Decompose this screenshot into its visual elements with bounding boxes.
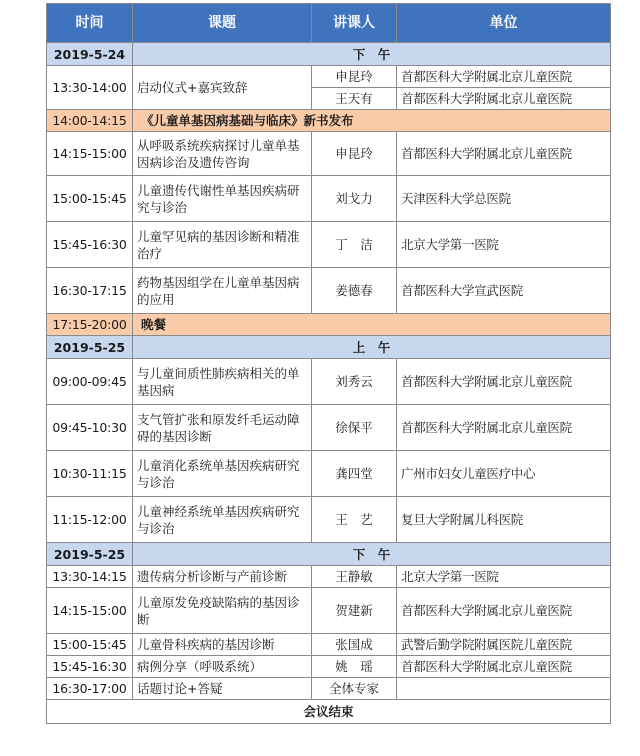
title-cell: 儿童罕见病的基因诊断和精准治疗 (133, 222, 312, 268)
title-cell: 儿童骨科疾病的基因诊断 (133, 634, 312, 656)
date-row (47, 43, 611, 66)
org-cell: 广州市妇女儿童医疗中心 (397, 451, 611, 497)
date-row (47, 336, 611, 359)
period-cell: 下 午 (133, 43, 611, 66)
time-cell: 09:00-09:45 (47, 359, 133, 405)
table-row (47, 132, 611, 176)
speaker-cell: 刘戈力 (312, 176, 397, 222)
table-row (47, 656, 611, 678)
org-cell: 北京大学第一医院 (397, 222, 611, 268)
dinner-row (47, 314, 611, 336)
time-cell: 09:45-10:30 (47, 405, 133, 451)
table-row (47, 359, 611, 405)
title-cell: 从呼吸系统疾病探讨儿童单基因病诊治及遗传咨询 (133, 132, 312, 176)
title-cell: 支气管扩张和原发纤毛运动障碍的基因诊断 (133, 405, 312, 451)
table-row (47, 222, 611, 268)
org-cell: 首都医科大学附属北京儿童医院 (397, 359, 611, 405)
time-cell: 16:30-17:00 (47, 678, 133, 700)
speaker-cell: 徐保平 (312, 405, 397, 451)
closing-row (47, 700, 611, 724)
time-cell: 14:15-15:00 (47, 132, 133, 176)
book-launch-row (47, 110, 611, 132)
title-cell: 遗传病分析诊断与产前诊断 (133, 566, 312, 588)
table-row (47, 678, 611, 700)
time-cell: 11:15-12:00 (47, 497, 133, 543)
speaker-cell: 全体专家 (312, 678, 397, 700)
date-cell: 2019-5-24 (47, 43, 133, 66)
title-cell: 儿童消化系统单基因疾病研究与诊治 (133, 451, 312, 497)
dinner-cell: 晚餐 (133, 314, 611, 336)
title-cell: 儿童神经系统单基因疾病研究与诊治 (133, 497, 312, 543)
org-cell: 复旦大学附属儿科医院 (397, 497, 611, 543)
table-row (47, 405, 611, 451)
header-time: 时间 (47, 4, 133, 43)
time-cell: 13:30-14:00 (47, 66, 133, 110)
date-cell: 2019-5-25 (47, 336, 133, 359)
speaker-cell: 王天有 (312, 88, 397, 110)
org-cell: 首都医科大学宣武医院 (397, 268, 611, 314)
time-cell: 10:30-11:15 (47, 451, 133, 497)
title-cell: 病例分享（呼吸系统） (133, 656, 312, 678)
date-row (47, 543, 611, 566)
speaker-cell: 王静敏 (312, 566, 397, 588)
schedule-table (46, 3, 611, 724)
title-cell: 药物基因组学在儿童单基因病的应用 (133, 268, 312, 314)
time-cell: 15:00-15:45 (47, 634, 133, 656)
time-cell: 15:45-16:30 (47, 656, 133, 678)
speaker-cell: 姜德春 (312, 268, 397, 314)
org-cell (397, 678, 611, 700)
time-cell: 15:00-15:45 (47, 176, 133, 222)
time-cell: 17:15-20:00 (47, 314, 133, 336)
header-org: 单位 (397, 4, 611, 43)
speaker-cell: 丁 洁 (312, 222, 397, 268)
table-row (47, 176, 611, 222)
org-cell: 首都医科大学附属北京儿童医院 (397, 588, 611, 634)
speaker-cell: 贺建新 (312, 588, 397, 634)
speaker-cell: 王 艺 (312, 497, 397, 543)
time-cell: 15:45-16:30 (47, 222, 133, 268)
speaker-cell: 龚四堂 (312, 451, 397, 497)
title-cell: 儿童原发免疫缺陷病的基因诊断 (133, 588, 312, 634)
table-row (47, 497, 611, 543)
title-cell: 与儿童间质性肺疾病相关的单基因病 (133, 359, 312, 405)
org-cell: 首都医科大学附属北京儿童医院 (397, 66, 611, 88)
org-cell: 北京大学第一医院 (397, 566, 611, 588)
date-cell: 2019-5-25 (47, 543, 133, 566)
title-cell: 儿童遗传代谢性单基因疾病研究与诊治 (133, 176, 312, 222)
table-row (47, 588, 611, 634)
header-row (47, 4, 611, 43)
speaker-cell: 姚 瑶 (312, 656, 397, 678)
time-cell: 14:00-14:15 (47, 110, 133, 132)
header-title: 课题 (133, 4, 312, 43)
period-cell: 上 午 (133, 336, 611, 359)
table-row (47, 451, 611, 497)
table-row (47, 66, 611, 88)
org-cell: 首都医科大学附属北京儿童医院 (397, 656, 611, 678)
speaker-cell: 张国成 (312, 634, 397, 656)
org-cell: 武警后勤学院附属医院儿童医院 (397, 634, 611, 656)
speaker-cell: 刘秀云 (312, 359, 397, 405)
table-row (47, 566, 611, 588)
period-cell: 下 午 (133, 543, 611, 566)
speaker-cell: 申昆玲 (312, 132, 397, 176)
org-cell: 首都医科大学附属北京儿童医院 (397, 88, 611, 110)
header-speaker: 讲课人 (312, 4, 397, 43)
closing-cell: 会议结束 (47, 700, 611, 724)
org-cell: 首都医科大学附属北京儿童医院 (397, 405, 611, 451)
title-cell: 话题讨论+答疑 (133, 678, 312, 700)
time-cell: 16:30-17:15 (47, 268, 133, 314)
book-launch-cell: 《儿童单基因病基础与临床》新书发布 (133, 110, 611, 132)
time-cell: 13:30-14:15 (47, 566, 133, 588)
org-cell: 首都医科大学附属北京儿童医院 (397, 132, 611, 176)
table-row (47, 634, 611, 656)
speaker-cell: 申昆玲 (312, 66, 397, 88)
org-cell: 天津医科大学总医院 (397, 176, 611, 222)
table-row (47, 268, 611, 314)
time-cell: 14:15-15:00 (47, 588, 133, 634)
title-cell: 启动仪式+嘉宾致辞 (133, 66, 312, 110)
